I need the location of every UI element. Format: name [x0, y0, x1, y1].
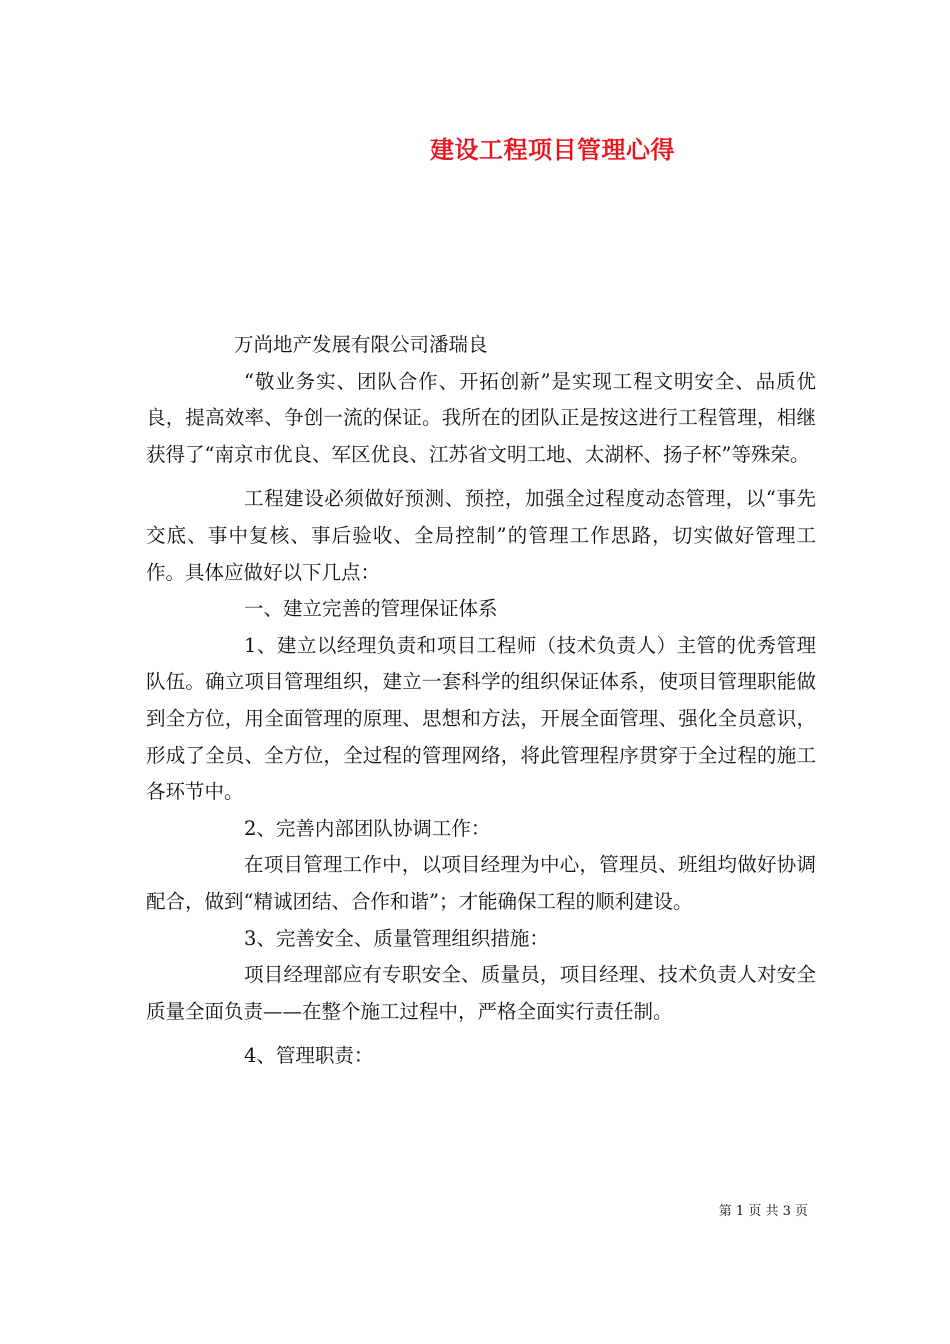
page-number-footer: 第 1 页 共 3 页: [718, 1204, 808, 1219]
paragraph-item-1: 1、建立以经理负责和项目工程师（技术负责人）主管的优秀管理队伍。确立项目管理组织，建立一套科学的组织保证体系，使项目管理职能做到全方位，用全面管理的原理、思想和方法，开展全面管理、强化全员意识，形成了全员、全方位，全过程的管理网络，将此管理程序贯穿于全过程的施工各环节中。: [146, 633, 816, 804]
document-body: [146, 327, 816, 1075]
paragraph-intro: “敬业务实、团队合作、开拓创新”是实现工程文明安全、品质优良，提高效率、争创一流的保证。我所在的团队正是按这进行工程管理，相继获得了“南京市优良、军区优良、江苏省文明工地、太湖杯、扬子杯”等殊荣。: [146, 369, 816, 466]
item-heading-4: 4、管理职责：: [244, 1044, 374, 1068]
item-heading-3: 3、完善安全、质量管理组织措施：: [244, 926, 549, 950]
paragraph-approach: 工程建设必须做好预测、预控，加强全过程度动态管理，以“事先交底、事中复核、事后验收、全局控制”的管理工作思路，切实做好管理工作。具体应做好以下几点：: [146, 487, 816, 584]
author-line: 万尚地产发展有限公司潘瑞良: [234, 333, 488, 356]
section-heading-1: 一、建立完善的管理保证体系: [244, 597, 498, 621]
document-title: 建设工程项目管理心得: [430, 135, 675, 164]
paragraph-item-3: 项目经理部应有专职安全、质量员，项目经理、技术负责人对安全质量全面负责——在整个施工过程中，严格全面实行责任制。: [146, 963, 816, 1023]
item-heading-2: 2、完善内部团队协调工作：: [244, 816, 491, 840]
paragraph-item-2: 在项目管理工作中，以项目经理为中心，管理员、班组均做好协调配合，做到“精诚团结、合作和谐”；才能确保工程的顺利建设。: [146, 853, 816, 913]
